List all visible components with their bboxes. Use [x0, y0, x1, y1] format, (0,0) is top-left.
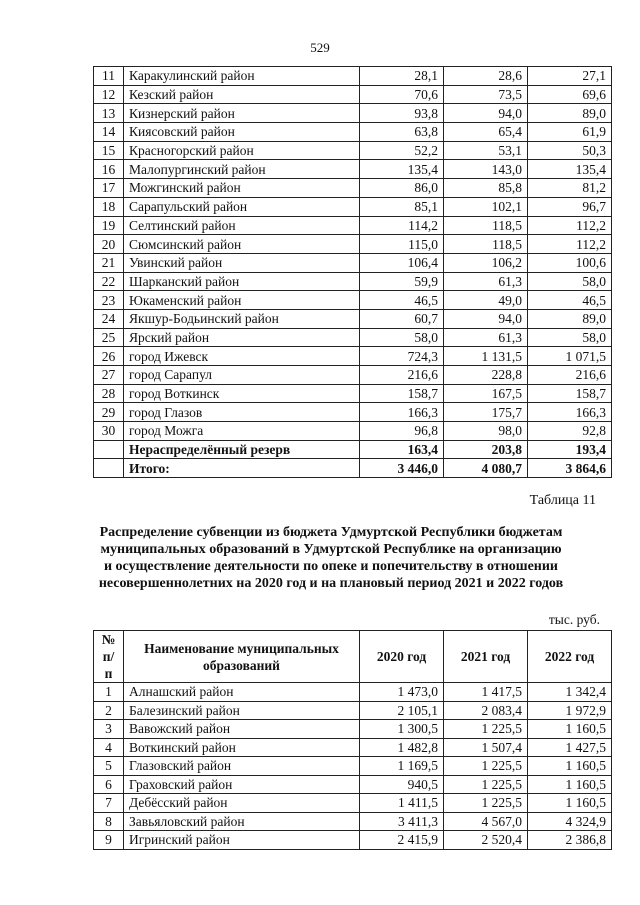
- row-number: 30: [94, 422, 124, 441]
- row-value-2022: 1 972,9: [528, 701, 612, 720]
- row-value-2020: 158,7: [360, 384, 444, 403]
- row-value-2021: 106,2: [444, 253, 528, 272]
- row-value-2021: 118,5: [444, 235, 528, 254]
- row-value-2021: 175,7: [444, 403, 528, 422]
- row-value-2020: 2 415,9: [360, 831, 444, 850]
- table-row: [94, 160, 612, 179]
- row-value-2022: 2 386,8: [528, 831, 612, 850]
- row-value-2020: 28,1: [360, 67, 444, 86]
- table-row: [94, 831, 612, 850]
- row-name: Игринский район: [124, 831, 360, 850]
- row-number: 6: [94, 775, 124, 794]
- row-number: 1: [94, 683, 124, 702]
- row-number: 9: [94, 831, 124, 850]
- row-name: Дебёсский район: [124, 794, 360, 813]
- row-value-2021: 49,0: [444, 291, 528, 310]
- row-name: Шарканский район: [124, 272, 360, 291]
- row-value-2020: 166,3: [360, 403, 444, 422]
- row-number: 12: [94, 85, 124, 104]
- row-name: Вавожский район: [124, 720, 360, 739]
- row-value-2020: 93,8: [360, 104, 444, 123]
- row-name: Киясовский район: [124, 123, 360, 142]
- row-value-2020: 2 105,1: [360, 701, 444, 720]
- row-value-2020: 940,5: [360, 775, 444, 794]
- table-row: [94, 384, 612, 403]
- row-name: Нераспределённый резерв: [124, 440, 360, 459]
- row-number: 13: [94, 104, 124, 123]
- total-row: [94, 459, 612, 478]
- row-value-2020: 1 473,0: [360, 683, 444, 702]
- row-value-2021: 143,0: [444, 160, 528, 179]
- row-number: 11: [94, 67, 124, 86]
- row-value-2020: 1 482,8: [360, 738, 444, 757]
- row-value-2021: 228,8: [444, 366, 528, 385]
- table-row: [94, 253, 612, 272]
- row-value-2021: 1 507,4: [444, 738, 528, 757]
- row-value-2021: 2 083,4: [444, 701, 528, 720]
- row-value-2021: 61,3: [444, 328, 528, 347]
- row-value-2022: 61,9: [528, 123, 612, 142]
- row-value-2020: 46,5: [360, 291, 444, 310]
- row-name: Можгинский район: [124, 179, 360, 198]
- row-value-2022: 1 160,5: [528, 720, 612, 739]
- table-row: [94, 794, 612, 813]
- row-value-2020: 1 169,5: [360, 757, 444, 776]
- row-value-2021: 61,3: [444, 272, 528, 291]
- row-value-2021: 73,5: [444, 85, 528, 104]
- table-row: [94, 309, 612, 328]
- row-number: 19: [94, 216, 124, 235]
- row-value-2021: 118,5: [444, 216, 528, 235]
- row-value-2020: 52,2: [360, 141, 444, 160]
- row-number: 25: [94, 328, 124, 347]
- table-row: [94, 720, 612, 739]
- header-row: [94, 631, 612, 683]
- row-name: Итого:: [124, 459, 360, 478]
- row-name: Юкаменский район: [124, 291, 360, 310]
- row-value-2022: 58,0: [528, 328, 612, 347]
- row-value-2022: 158,7: [528, 384, 612, 403]
- row-value-2020: 135,4: [360, 160, 444, 179]
- row-value-2021: 85,8: [444, 179, 528, 198]
- row-value-2022: 69,6: [528, 85, 612, 104]
- row-value-2021: 94,0: [444, 309, 528, 328]
- row-number: 29: [94, 403, 124, 422]
- table-row: [94, 347, 612, 366]
- row-name: город Глазов: [124, 403, 360, 422]
- row-number: 21: [94, 253, 124, 272]
- row-value-2022: 1 071,5: [528, 347, 612, 366]
- row-number: 3: [94, 720, 124, 739]
- table-row: [94, 123, 612, 142]
- row-value-2022: 135,4: [528, 160, 612, 179]
- row-number: 4: [94, 738, 124, 757]
- row-name: Граховский район: [124, 775, 360, 794]
- table-row: [94, 104, 612, 123]
- row-value-2020: 163,4: [360, 440, 444, 459]
- row-value-2020: 114,2: [360, 216, 444, 235]
- row-number: 2: [94, 701, 124, 720]
- table-row: [94, 683, 612, 702]
- row-value-2020: 3 411,3: [360, 812, 444, 831]
- row-value-2022: 96,7: [528, 197, 612, 216]
- table-row: [94, 328, 612, 347]
- row-number: 28: [94, 384, 124, 403]
- row-value-2022: 50,3: [528, 141, 612, 160]
- table-row: [94, 197, 612, 216]
- row-number: 18: [94, 197, 124, 216]
- row-number: [94, 440, 124, 459]
- row-number: 5: [94, 757, 124, 776]
- row-value-2022: 166,3: [528, 403, 612, 422]
- row-value-2021: 1 225,5: [444, 794, 528, 813]
- row-number: 7: [94, 794, 124, 813]
- row-value-2020: 115,0: [360, 235, 444, 254]
- row-name: город Ижевск: [124, 347, 360, 366]
- table-row: [94, 291, 612, 310]
- row-name: Якшур-Бодьинский район: [124, 309, 360, 328]
- guardianship-subsidy-table: [93, 630, 612, 850]
- row-value-2020: 1 300,5: [360, 720, 444, 739]
- row-name: город Сарапул: [124, 366, 360, 385]
- row-number: 20: [94, 235, 124, 254]
- row-value-2022: 58,0: [528, 272, 612, 291]
- row-value-2022: 46,5: [528, 291, 612, 310]
- row-value-2020: 216,6: [360, 366, 444, 385]
- row-value-2022: 3 864,6: [528, 459, 612, 478]
- row-number: [94, 459, 124, 478]
- row-name: Малопургинский район: [124, 160, 360, 179]
- table-row: [94, 141, 612, 160]
- row-value-2021: 4 080,7: [444, 459, 528, 478]
- row-number: 17: [94, 179, 124, 198]
- table-row: [94, 812, 612, 831]
- row-number: 16: [94, 160, 124, 179]
- header-2020: 2020 год: [360, 631, 444, 683]
- table-row: [94, 235, 612, 254]
- row-name: Селтинский район: [124, 216, 360, 235]
- row-value-2021: 1 417,5: [444, 683, 528, 702]
- row-value-2020: 70,6: [360, 85, 444, 104]
- row-value-2020: 59,9: [360, 272, 444, 291]
- row-name: Глазовский район: [124, 757, 360, 776]
- row-number: 27: [94, 366, 124, 385]
- table-row: [94, 67, 612, 86]
- row-value-2022: 112,2: [528, 235, 612, 254]
- table-row: [94, 701, 612, 720]
- row-number: 23: [94, 291, 124, 310]
- row-value-2022: 216,6: [528, 366, 612, 385]
- row-number: 22: [94, 272, 124, 291]
- row-value-2021: 1 131,5: [444, 347, 528, 366]
- row-value-2022: 89,0: [528, 309, 612, 328]
- row-name: Кезский район: [124, 85, 360, 104]
- row-value-2020: 1 411,5: [360, 794, 444, 813]
- header-2022: 2022 год: [528, 631, 612, 683]
- table-row: [94, 179, 612, 198]
- continued-subsidy-table: [93, 66, 612, 478]
- row-value-2021: 1 225,5: [444, 720, 528, 739]
- row-name: Увинский район: [124, 253, 360, 272]
- row-value-2021: 98,0: [444, 422, 528, 441]
- row-value-2021: 94,0: [444, 104, 528, 123]
- row-value-2021: 4 567,0: [444, 812, 528, 831]
- header-2021: 2021 год: [444, 631, 528, 683]
- table-row: [94, 366, 612, 385]
- row-value-2021: 53,1: [444, 141, 528, 160]
- row-value-2020: 63,8: [360, 123, 444, 142]
- table-row: [94, 757, 612, 776]
- table-row: [94, 403, 612, 422]
- row-name: Каракулинский район: [124, 67, 360, 86]
- row-value-2022: 1 342,4: [528, 683, 612, 702]
- table-row: [94, 216, 612, 235]
- row-name: Ярский район: [124, 328, 360, 347]
- row-value-2022: 1 160,5: [528, 794, 612, 813]
- row-value-2022: 81,2: [528, 179, 612, 198]
- row-number: 24: [94, 309, 124, 328]
- header-name: Наименование муниципальных образований: [124, 631, 360, 683]
- row-value-2020: 58,0: [360, 328, 444, 347]
- row-name: Кизнерский район: [124, 104, 360, 123]
- row-value-2020: 3 446,0: [360, 459, 444, 478]
- row-number: 8: [94, 812, 124, 831]
- row-value-2020: 85,1: [360, 197, 444, 216]
- row-value-2021: 1 225,5: [444, 757, 528, 776]
- row-value-2020: 724,3: [360, 347, 444, 366]
- row-number: 15: [94, 141, 124, 160]
- row-name: Завьяловский район: [124, 812, 360, 831]
- table-row: [94, 85, 612, 104]
- table-title: Распределение субвенции из бюджета Удмуртской Республики бюджетам муниципальных образований в Удмуртской Республике на организацию и осуществление деятельности по опеке и попечительству в отношении несовершеннолетних на 2020 год и на плановый период 2021 и 2022 годов: [98, 525, 564, 591]
- row-value-2020: 106,4: [360, 253, 444, 272]
- row-value-2022: 1 160,5: [528, 757, 612, 776]
- row-name: Балезинский район: [124, 701, 360, 720]
- row-value-2022: 193,4: [528, 440, 612, 459]
- table-row: [94, 422, 612, 441]
- row-value-2021: 2 520,4: [444, 831, 528, 850]
- row-value-2020: 60,7: [360, 309, 444, 328]
- row-value-2021: 28,6: [444, 67, 528, 86]
- row-name: Воткинский район: [124, 738, 360, 757]
- reserve-row: [94, 440, 612, 459]
- table-label: Таблица 11: [529, 493, 596, 508]
- row-number: 14: [94, 123, 124, 142]
- row-name: город Воткинск: [124, 384, 360, 403]
- row-value-2021: 203,8: [444, 440, 528, 459]
- row-value-2020: 96,8: [360, 422, 444, 441]
- row-value-2022: 100,6: [528, 253, 612, 272]
- row-value-2020: 86,0: [360, 179, 444, 198]
- units-label: тыс. руб.: [548, 612, 600, 627]
- row-name: Алнашский район: [124, 683, 360, 702]
- table-row: [94, 775, 612, 794]
- table-row: [94, 272, 612, 291]
- row-name: Сюмсинский район: [124, 235, 360, 254]
- header-num: № п/п: [94, 631, 124, 683]
- row-value-2021: 1 225,5: [444, 775, 528, 794]
- row-number: 26: [94, 347, 124, 366]
- row-name: Сарапульский район: [124, 197, 360, 216]
- row-value-2021: 65,4: [444, 123, 528, 142]
- row-value-2022: 27,1: [528, 67, 612, 86]
- row-value-2021: 167,5: [444, 384, 528, 403]
- row-value-2022: 112,2: [528, 216, 612, 235]
- row-name: Красногорский район: [124, 141, 360, 160]
- row-value-2022: 89,0: [528, 104, 612, 123]
- row-name: город Можга: [124, 422, 360, 441]
- page-number: 529: [310, 40, 330, 55]
- row-value-2022: 92,8: [528, 422, 612, 441]
- row-value-2022: 1 427,5: [528, 738, 612, 757]
- row-value-2022: 1 160,5: [528, 775, 612, 794]
- row-value-2021: 102,1: [444, 197, 528, 216]
- row-value-2022: 4 324,9: [528, 812, 612, 831]
- table-row: [94, 738, 612, 757]
